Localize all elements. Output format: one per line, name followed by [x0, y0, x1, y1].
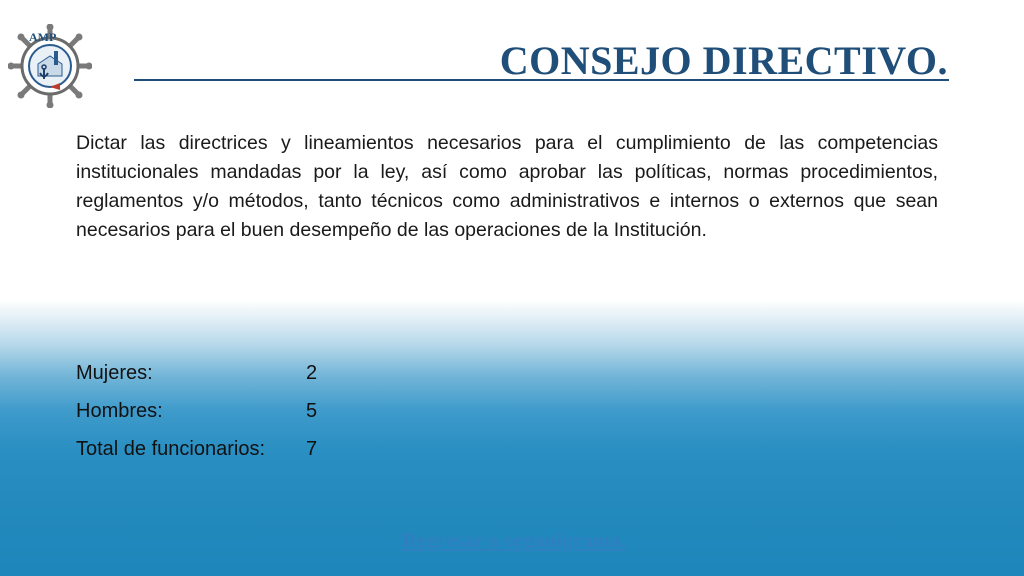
stat-value: 5 [306, 400, 318, 422]
back-to-organigram-link[interactable]: Regresar a organigrama. [402, 528, 626, 552]
page-title: CONSEJO DIRECTIVO. [499, 38, 948, 83]
stat-label: Mujeres: [76, 362, 153, 384]
stat-label: Hombres: [76, 400, 163, 422]
amp-logo [8, 24, 92, 108]
stat-value: 2 [306, 362, 318, 384]
stat-value: 7 [306, 438, 318, 460]
svg-text:AMP: AMP [29, 30, 57, 44]
stat-label: Total de funcionarios: [76, 438, 266, 460]
description-paragraph: Dictar las directrices y lineamientos necesarios para el cumplimiento de las competencias institucionales mandadas por la ley, así como aprobar las políticas, normas procedimientos, reglamentos y/o métodos, tanto técnicos como administrativos e internos o externos que sean necesarios para el buen desempeño de las operaciones de la Institución. [76, 132, 938, 241]
